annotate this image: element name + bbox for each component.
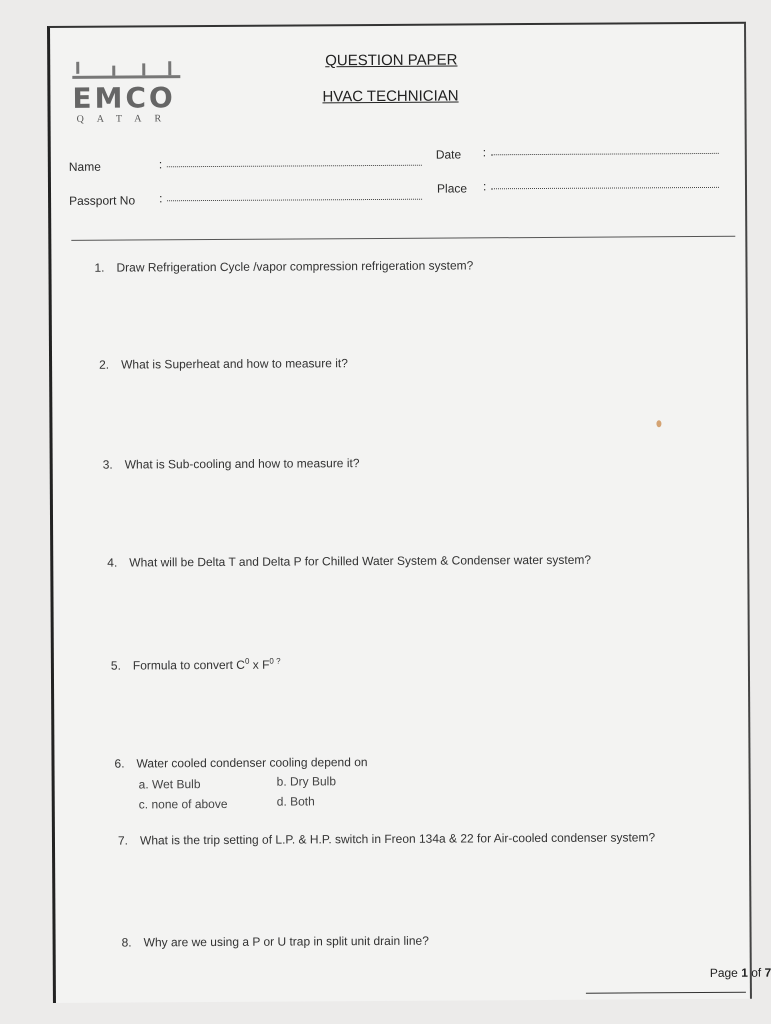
option-c[interactable]: c. none of above xyxy=(138,796,228,812)
emco-qatar-logo xyxy=(72,61,192,132)
name-field-line[interactable] xyxy=(167,164,422,168)
passport-label: Passport No xyxy=(69,193,136,208)
passport-field-line[interactable] xyxy=(167,198,422,202)
question-1: 1. Draw Refrigeration Cycle /vapor compression refrigeration system? xyxy=(94,258,474,275)
logo-brand: EMCO xyxy=(72,81,176,115)
question-8: 8. Why are we using a P or U trap in split unit drain line? xyxy=(121,933,429,950)
date-colon: : xyxy=(482,145,487,160)
place-colon: : xyxy=(482,179,487,194)
question-6: 6. Water cooled condenser cooling depend on xyxy=(114,755,368,771)
place-label: Place xyxy=(436,181,468,196)
option-a[interactable]: a. Wet Bulb xyxy=(138,777,201,792)
date-label: Date xyxy=(435,147,462,162)
passport-colon: : xyxy=(159,191,163,206)
question-3: 3. What is Sub-cooling and how to measure it? xyxy=(102,456,360,472)
question-2: 2. What is Superheat and how to measure it? xyxy=(99,356,348,372)
question-paper-sheet xyxy=(47,22,771,1003)
footer-rule xyxy=(586,992,746,994)
question-5: 5. Formula to convert $C^0$ x $F^{0 ?}$ xyxy=(110,656,281,673)
option-d[interactable]: d. Both xyxy=(276,794,315,809)
page-title: QUESTION PAPER xyxy=(325,51,458,70)
option-b[interactable]: b. Dry Bulb xyxy=(276,774,337,789)
logo-country: QATAR xyxy=(76,113,175,125)
name-colon: : xyxy=(158,157,163,172)
date-field-line[interactable] xyxy=(491,152,719,155)
place-field-line[interactable] xyxy=(491,186,719,189)
header-divider xyxy=(71,236,735,241)
name-label: Name xyxy=(68,159,101,174)
paper-speck xyxy=(656,420,661,427)
page-subtitle: HVAC TECHNICIAN xyxy=(322,87,459,106)
page-number: Page 1 of 7 xyxy=(709,965,771,980)
question-7: 7. What is the trip setting of L.P. & H.P. switch in Freon 134a & 22 for Air-cooled condenser system? xyxy=(117,830,656,848)
question-4: 4. What will be Delta T and Delta P for Chilled Water System & Condenser water system? xyxy=(107,552,592,570)
